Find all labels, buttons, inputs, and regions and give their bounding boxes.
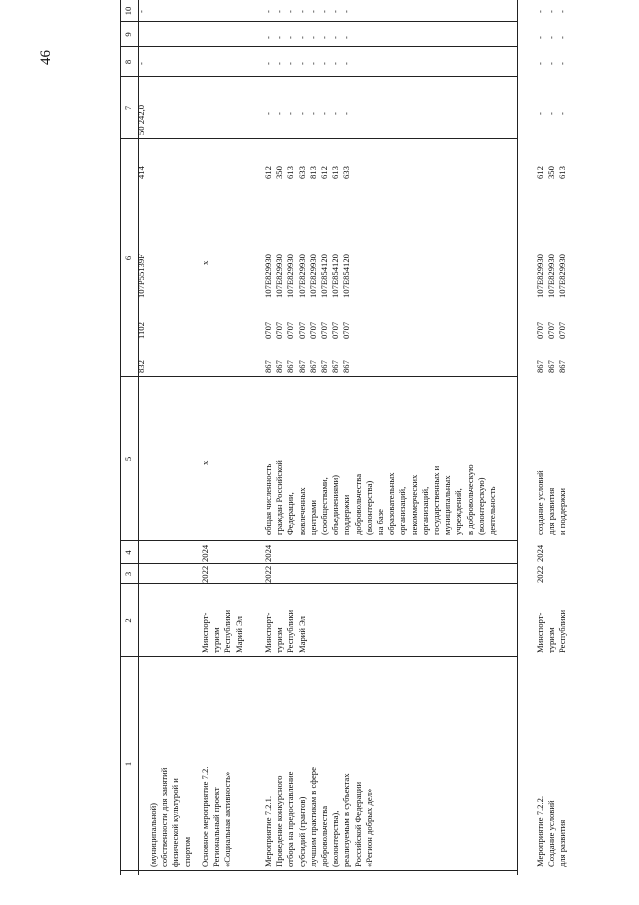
cell-measure-7-2-1-name: добровольчества bbox=[319, 805, 329, 867]
cell-measure-7-2-2-col9: - bbox=[546, 36, 557, 39]
cell-measure-7-2-1-name: реализуемым в субъектах bbox=[341, 773, 352, 867]
cell-measure-7-2-1-vr: 613 bbox=[330, 166, 341, 179]
cell-measure-7-2-1-col9: - bbox=[307, 36, 318, 39]
cell-measure-7-2-2-col10: - bbox=[546, 10, 557, 13]
cell-measure-7-2-1-indicator: добровольчества bbox=[352, 473, 363, 535]
cell-measure-7-2-amount: 50 242,0 bbox=[136, 104, 146, 135]
cell-measure-7-2-2-name: Мероприятие 7.2.2. bbox=[535, 795, 545, 867]
cell-measure-7-2-2-indicator: создание условий bbox=[535, 470, 545, 535]
cell-measure-7-2-1-col7: - bbox=[285, 112, 296, 115]
cell-measure-7-2-1-col8: - bbox=[274, 62, 285, 65]
cell-measure-7-2-1-col8: - bbox=[330, 62, 341, 65]
cell-measure-7-2-2-col10: - bbox=[535, 10, 545, 13]
cell-measure-7-2-2-executor: туризм bbox=[546, 627, 557, 653]
cell-measure-7-2-1-rzpr: 0707 bbox=[319, 321, 329, 339]
cell-measure-7-2-1-name: Мероприятие 7.2.1. bbox=[263, 795, 273, 867]
cell-measure-7-2-rzpr: 1102 bbox=[136, 322, 146, 339]
cell-measure-7-2-1-rzpr: 0707 bbox=[296, 321, 307, 339]
cell-measure-7-2-2-col7: - bbox=[546, 112, 557, 115]
cell-measure-7-2-2-vr: 350 bbox=[546, 166, 557, 179]
cell-measure-7-2-1-rzpr: 0707 bbox=[263, 321, 273, 339]
cell-measure-7-2-1-col8: - bbox=[341, 62, 352, 65]
cell-measure-7-2-2-col8: - bbox=[557, 62, 568, 65]
cell-measure-7-2-1-col10: - bbox=[285, 10, 296, 13]
cell-measure-7-2-1-grbs: 867 bbox=[307, 360, 318, 373]
column-divider-1 bbox=[120, 870, 517, 871]
cell-measure-7-2-1-col10: - bbox=[341, 10, 352, 13]
cell-measure-7-2-1-csr: 107E854120 bbox=[341, 254, 352, 298]
cell-measure-7-2-1-grbs: 867 bbox=[319, 360, 329, 373]
cell-measure-7-2-1-csr: 107E854120 bbox=[319, 254, 329, 298]
cell-measure-7-2-name: Основное мероприятие 7.2. bbox=[200, 766, 210, 867]
cell-measure-7-2-1-vr: 613 bbox=[285, 166, 296, 179]
cell-measure-7-2-executor: туризм bbox=[211, 627, 222, 653]
cell-measure-7-2-1-col8: - bbox=[285, 62, 296, 65]
column-divider-7 bbox=[120, 138, 517, 139]
cell-measure-7-2-1-col9: - bbox=[274, 36, 285, 39]
cell-measure-7-2-1-name: «Регион добрых дел» bbox=[363, 788, 374, 867]
header-col-1: 1 bbox=[123, 761, 133, 767]
cell-measure-name-continued: (муниципальной) bbox=[148, 802, 158, 867]
cell-measure-7-2-2-executor: Республики bbox=[557, 609, 568, 653]
cell-measure-7-2-2-csr: 107E829930 bbox=[557, 254, 568, 298]
cell-measure-7-2-1-indicator: организаций, bbox=[419, 486, 430, 535]
cell-measure-7-2-2-vr: 613 bbox=[557, 166, 568, 179]
cell-measure-7-2-1-executor: Республики bbox=[285, 609, 296, 653]
column-divider-2 bbox=[120, 656, 517, 657]
cell-measure-7-2-1-col10: - bbox=[319, 10, 329, 13]
cell-measure-7-2-2-indicator: для развития bbox=[546, 487, 557, 535]
cell-measure-7-2-1-vr: 350 bbox=[274, 166, 285, 179]
cell-measure-7-2-1-indicator: организаций, bbox=[397, 486, 408, 535]
cell-measure-7-2-1-rzpr: 0707 bbox=[307, 321, 318, 339]
cell-measure-7-2-1-rzpr: 0707 bbox=[341, 321, 352, 339]
cell-measure-7-2-1-csr: 107E829930 bbox=[263, 254, 273, 298]
cell-measure-7-2-start: 2022 bbox=[200, 565, 210, 583]
cell-measure-7-2-1-indicator: граждан Российской bbox=[274, 460, 285, 535]
cell-measure-7-2-1-csr: 107E829930 bbox=[274, 254, 285, 298]
cell-measure-7-2-1-name: лучшим практикам в сфере bbox=[307, 767, 318, 867]
cell-measure-7-2-1-col9: - bbox=[319, 36, 329, 39]
cell-measure-7-2-2-end: 2024 bbox=[535, 544, 545, 562]
cell-measure-7-2-2-executor: Минспорт- bbox=[535, 612, 545, 653]
column-divider-3 bbox=[120, 583, 517, 584]
column-divider-6 bbox=[120, 376, 517, 377]
cell-measure-7-2-1-indicator: объединениями) bbox=[330, 474, 341, 535]
cell-measure-7-2-executor: Республики bbox=[222, 609, 233, 653]
page-number: 46 bbox=[38, 50, 54, 65]
cell-measure-7-2-1-col10: - bbox=[296, 10, 307, 13]
cell-measure-7-2-1-col10: - bbox=[263, 10, 273, 13]
cell-measure-7-2-2-name: для развития bbox=[557, 819, 568, 867]
cell-measure-7-2-1-col8: - bbox=[263, 62, 273, 65]
column-divider-4 bbox=[120, 563, 517, 564]
cell-measure-7-2-1-col9: - bbox=[330, 36, 341, 39]
cell-measure-7-2-1-vr: 813 bbox=[307, 166, 318, 179]
cell-measure-7-2-2-rzpr: 0707 bbox=[535, 321, 545, 339]
cell-measure-7-2-1-grbs: 867 bbox=[330, 360, 341, 373]
cell-measure-7-2-2-csr: 107E829930 bbox=[546, 254, 557, 298]
cell-measure-7-2-2-col9: - bbox=[535, 36, 545, 39]
cell-measure-7-2-1-col9: - bbox=[285, 36, 296, 39]
cell-measure-7-2-2-col7: - bbox=[557, 112, 568, 115]
cell-measure-name-continued: собственности для занятий bbox=[159, 767, 170, 867]
cell-measure-7-2-1-indicator: вовлеченных bbox=[296, 487, 307, 535]
cell-measure-7-2-1-indicator: в добровольческую bbox=[464, 464, 475, 535]
cell-measure-7-2-2-rzpr: 0707 bbox=[546, 321, 557, 339]
cell-measure-7-2-1-col10: - bbox=[330, 10, 341, 13]
cell-measure-7-2-col8: - bbox=[136, 62, 146, 65]
cell-measure-7-2-1-col8: - bbox=[307, 62, 318, 65]
cell-measure-7-2-2-grbs: 867 bbox=[546, 360, 557, 373]
cell-measure-7-2-1-grbs: 867 bbox=[341, 360, 352, 373]
cell-measure-7-2-1-col7: - bbox=[274, 112, 285, 115]
cell-measure-7-2-executor: Марий Эл bbox=[233, 616, 244, 653]
cell-measure-7-2-1-grbs: 867 bbox=[296, 360, 307, 373]
header-col-8: 8 bbox=[123, 59, 133, 65]
cell-measure-7-2-1-rzpr: 0707 bbox=[274, 321, 285, 339]
cell-measure-7-2-1-indicator: общая численность bbox=[263, 463, 273, 535]
cell-measure-7-2-1-indicator: некоммерческих bbox=[408, 474, 419, 535]
cell-measure-7-2-end: 2024 bbox=[200, 544, 210, 562]
cell-measure-7-2-1-csr: 107E854120 bbox=[330, 254, 341, 298]
cell-measure-7-2-1-indicator: учреждений, bbox=[453, 488, 464, 535]
cell-measure-7-2-name: Региональный проект bbox=[211, 787, 222, 867]
table-bottom-border bbox=[517, 0, 518, 875]
cell-measure-7-2-2-col8: - bbox=[535, 62, 545, 65]
cell-measure-7-2-1-name: отбора на предоставление bbox=[285, 771, 296, 867]
cell-measure-7-2-1-indicator: (волонтерскую) bbox=[475, 477, 486, 535]
cell-measure-7-2-2-col9: - bbox=[557, 36, 568, 39]
cell-measure-7-2-1-col7: - bbox=[307, 112, 318, 115]
header-col-7: 7 bbox=[123, 105, 133, 111]
cell-measure-7-2-1-col7: - bbox=[263, 112, 273, 115]
cell-measure-7-2-1-indicator: Федерации, bbox=[285, 492, 296, 535]
cell-measure-7-2-2-csr: 107E829930 bbox=[535, 254, 545, 298]
cell-measure-7-2-col10: - bbox=[136, 10, 146, 13]
column-divider-10 bbox=[120, 21, 517, 22]
cell-measure-7-2-1-rzpr: 0707 bbox=[330, 321, 341, 339]
header-col-5: 5 bbox=[123, 456, 133, 462]
cell-measure-7-2-1-rzpr: 0707 bbox=[285, 321, 296, 339]
cell-measure-7-2-1-executor: Марий Эл bbox=[296, 616, 307, 653]
cell-measure-7-2-1-col7: - bbox=[330, 112, 341, 115]
cell-measure-7-2-1-name: (волонтерства), bbox=[330, 810, 341, 867]
cell-measure-7-2-1-grbs: 867 bbox=[285, 360, 296, 373]
cell-measure-7-2-2-rzpr: 0707 bbox=[557, 321, 568, 339]
cell-measure-7-2-1-grbs: 867 bbox=[263, 360, 273, 373]
cell-measure-7-2-1-col8: - bbox=[319, 62, 329, 65]
cell-measure-7-2-1-indicator: поддержки bbox=[341, 494, 352, 535]
header-col-4: 4 bbox=[123, 550, 133, 555]
cell-measure-7-2-1-vr: 633 bbox=[296, 166, 307, 179]
cell-measure-7-2-code-x: х bbox=[200, 260, 210, 265]
column-divider-8 bbox=[120, 76, 517, 77]
cell-measure-7-2-1-indicator: образовательных bbox=[386, 472, 397, 535]
cell-measure-7-2-grbs: 832 bbox=[136, 360, 146, 373]
cell-measure-7-2-1-col10: - bbox=[274, 10, 285, 13]
cell-measure-7-2-1-indicator: на базе bbox=[375, 509, 385, 535]
cell-measure-name-continued: физической культурой и bbox=[170, 778, 181, 867]
cell-measure-7-2-vr: 414 bbox=[136, 166, 146, 179]
cell-measure-7-2-1-indicator: (сообществами, bbox=[319, 477, 329, 535]
cell-measure-7-2-2-start: 2022 bbox=[535, 565, 545, 583]
cell-measure-7-2-1-col8: - bbox=[296, 62, 307, 65]
header-col-3: 3 bbox=[123, 571, 133, 577]
cell-measure-7-2-2-col7: - bbox=[535, 112, 545, 115]
cell-measure-7-2-1-executor: Минспорт- bbox=[263, 612, 273, 653]
cell-measure-7-2-1-col9: - bbox=[263, 36, 273, 39]
cell-measure-7-2-1-indicator: муниципальных bbox=[442, 475, 453, 535]
cell-measure-7-2-2-col10: - bbox=[557, 10, 568, 13]
cell-measure-7-2-1-start: 2022 bbox=[263, 565, 273, 583]
cell-measure-7-2-1-vr: 612 bbox=[319, 166, 329, 179]
header-col-10: 10 bbox=[123, 6, 133, 16]
cell-measure-7-2-executor: Минспорт- bbox=[200, 612, 210, 653]
cell-measure-7-2-1-grbs: 867 bbox=[274, 360, 285, 373]
cell-measure-7-2-1-col9: - bbox=[296, 36, 307, 39]
cell-measure-7-2-indicator: х bbox=[200, 460, 210, 465]
cell-measure-7-2-2-grbs: 867 bbox=[557, 360, 568, 373]
cell-measure-7-2-2-indicator: и поддержки bbox=[557, 488, 568, 535]
header-col-9: 9 bbox=[123, 32, 133, 37]
cell-measure-7-2-2-name: Создание условий bbox=[546, 800, 557, 867]
cell-measure-7-2-1-end: 2024 bbox=[263, 544, 273, 562]
cell-measure-7-2-1-csr: 107E829930 bbox=[307, 254, 318, 298]
cell-measure-name-continued: спортом bbox=[181, 836, 192, 867]
cell-measure-7-2-1-csr: 107E829930 bbox=[296, 254, 307, 298]
cell-measure-7-2-1-indicator: (волонтерства) bbox=[363, 480, 374, 535]
cell-measure-7-2-1-vr: 612 bbox=[263, 166, 273, 179]
cell-measure-7-2-1-indicator: центрами bbox=[307, 499, 318, 535]
cell-measure-7-2-1-indicator: деятельность bbox=[487, 486, 497, 535]
cell-measure-7-2-1-col7: - bbox=[341, 112, 352, 115]
cell-measure-7-2-1-col7: - bbox=[296, 112, 307, 115]
cell-measure-7-2-1-col9: - bbox=[341, 36, 352, 39]
cell-measure-7-2-2-vr: 612 bbox=[535, 166, 545, 179]
cell-measure-7-2-csr: 107P55139F bbox=[136, 254, 146, 298]
cell-measure-7-2-1-name: субсидий (грантов) bbox=[296, 796, 307, 867]
header-col-2: 2 bbox=[123, 618, 133, 623]
cell-measure-7-2-1-vr: 633 bbox=[341, 166, 352, 179]
cell-measure-7-2-1-indicator: государственных и bbox=[431, 465, 441, 535]
column-divider-5 bbox=[120, 540, 517, 541]
column-divider-9 bbox=[120, 46, 517, 47]
header-col-6: 6 bbox=[123, 255, 133, 261]
cell-measure-7-2-1-executor: туризм bbox=[274, 627, 285, 653]
cell-measure-7-2-1-name: Проведение конкурсного bbox=[274, 775, 285, 867]
cell-measure-7-2-2-col8: - bbox=[546, 62, 557, 65]
cell-measure-7-2-1-col10: - bbox=[307, 10, 318, 13]
cell-measure-7-2-1-name: Российской Федерации bbox=[352, 781, 363, 867]
cell-measure-7-2-name: «Социальная активность» bbox=[222, 771, 233, 867]
cell-measure-7-2-2-grbs: 867 bbox=[535, 360, 545, 373]
cell-measure-7-2-1-col7: - bbox=[319, 112, 329, 115]
cell-measure-7-2-1-csr: 107E829930 bbox=[285, 254, 296, 298]
table-top-border bbox=[120, 0, 121, 875]
